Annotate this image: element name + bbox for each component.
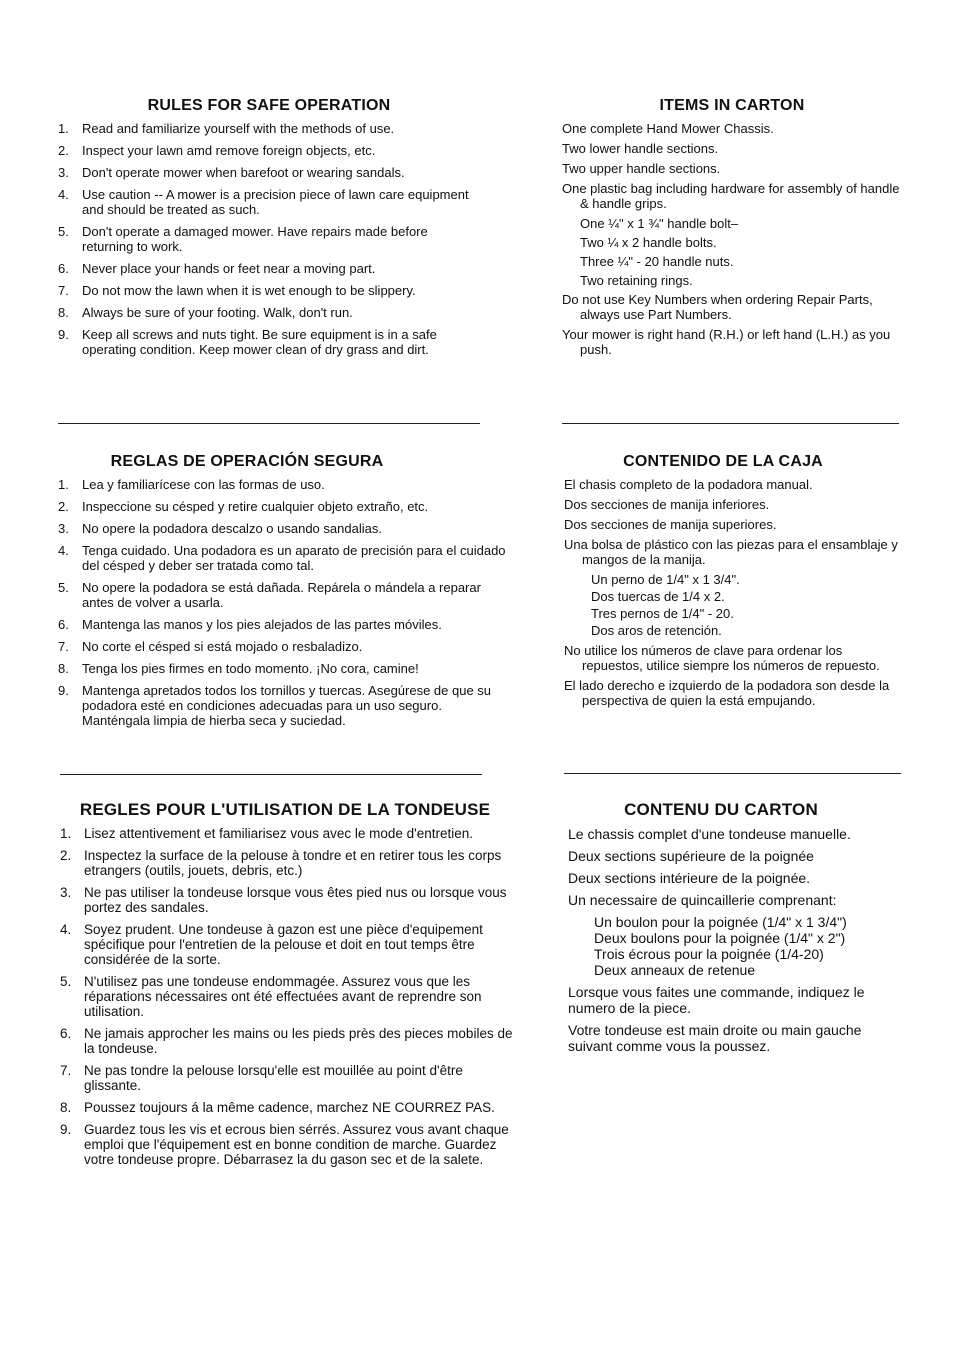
rule-text: Soyez prudent. Une tondeuse à gazon est une pièce d'equipement spécifique pour l'entretien de la pelouse et doit en tout temps être considérée de la sorte. [84, 922, 483, 967]
rule-number: 4. [58, 543, 69, 558]
rule-number: 1. [58, 477, 69, 492]
rule-number: 9. [58, 683, 69, 698]
divider-right-2 [564, 773, 901, 774]
rule-item [60, 1122, 520, 1167]
hardware-item: Dos aros de retención. [591, 623, 722, 638]
rule-item [60, 826, 520, 841]
hardware-item: Tres pernos de 1/4" - 20. [591, 606, 734, 621]
rule-text: Use caution -- A mower is a precision piece of lawn care equipment and should be treated as such. [82, 187, 469, 217]
rule-item [58, 261, 480, 276]
rule-item [58, 661, 508, 676]
rule-item [58, 305, 480, 320]
french-items-section [568, 800, 904, 1060]
rule-number: 4. [60, 922, 72, 937]
carton-item: Deux sections supérieure de la poignée [568, 848, 814, 864]
rule-number: 6. [58, 617, 69, 632]
rule-number: 2. [60, 848, 72, 863]
rule-item [60, 1100, 520, 1115]
carton-item: Deux sections intérieure de la poignée. [568, 870, 811, 886]
rule-number: 2. [58, 499, 69, 514]
hardware-item: One ¼" x 1 ¾" handle bolt– [580, 216, 739, 231]
spanish-items-list [564, 477, 904, 708]
rule-number: 9. [58, 327, 69, 342]
rule-item [58, 617, 508, 632]
rule-item [58, 283, 480, 298]
hardware-item: Three ¼" - 20 handle nuts. [580, 254, 734, 269]
rule-number: 5. [60, 974, 72, 989]
hardware-list [562, 216, 902, 288]
carton-item: Dos secciones de manija superiores. [564, 517, 777, 532]
rule-item [60, 1063, 520, 1093]
carton-item: One complete Hand Mower Chassis. [562, 121, 774, 136]
carton-item: Two upper handle sections. [562, 161, 721, 176]
french-rules-section [60, 800, 520, 1174]
rule-item [60, 1026, 520, 1056]
rule-text: Mantenga las manos y los pies alejados de las partes móviles. [82, 617, 442, 632]
rule-number: 3. [58, 521, 69, 536]
carton-note: Your mower is right hand (R.H.) or left hand (L.H.) as you push. [562, 327, 891, 357]
rule-text: Poussez toujours á la même cadence, marchez NE COURREZ PAS. [84, 1100, 495, 1115]
rule-text: Inspeccione su césped y retire cualquier objeto extraño, etc. [82, 499, 429, 514]
rule-text: Ne pas utiliser la tondeuse lorsque vous êtes pied nus ou lorsque vous portez des sandales. [84, 885, 507, 915]
rule-number: 3. [60, 885, 72, 900]
rule-item [58, 477, 508, 492]
rule-number: 1. [58, 121, 69, 136]
rule-text: Ne pas tondre la pelouse lorsqu'elle est mouillée au point d'être glissante. [84, 1063, 463, 1093]
rule-text: Don't operate mower when barefoot or wearing sandals. [82, 165, 405, 180]
rule-text: Ne jamais approcher les mains ou les pieds près des pieces mobiles de la tondeuse. [84, 1026, 513, 1056]
rule-number: 7. [58, 283, 69, 298]
rule-item [58, 639, 508, 654]
rule-text: No corte el césped si está mojado o resbaladizo. [82, 639, 363, 654]
rule-text: Inspectez la surface de la pelouse à tondre et en retirer tous les corps etrangers (outils, jouets, debris, etc.) [84, 848, 502, 878]
rule-text: Keep all screws and nuts tight. Be sure equipment is in a safe operating condition. Keep mower clean of dry grass and dirt. [82, 327, 437, 357]
english-rules-list [58, 121, 480, 357]
rule-item [58, 543, 508, 573]
rule-item [58, 683, 508, 728]
carton-note: No utilice los números de clave para ordenar los repuestos, utilice siempre los números de repuesto. [564, 643, 880, 673]
carton-item: Two lower handle sections. [562, 141, 719, 156]
rule-item [58, 580, 508, 610]
hardware-item: Two retaining rings. [580, 273, 693, 288]
rule-item [58, 224, 480, 254]
spanish-rules-heading: REGLAS DE OPERACIÓN SEGURA [110, 453, 384, 470]
rule-item [60, 922, 520, 967]
rule-number: 8. [58, 661, 69, 676]
rule-text: Mantenga apretados todos los tornillos y tuercas. Asegúrese de que su podadora esté en condiciones adecuadas para un uso seguro. Manténgala limpia de hierba seca y suciedad. [82, 683, 492, 728]
rule-item [58, 165, 480, 180]
rule-item [58, 499, 508, 514]
rule-number: 6. [58, 261, 69, 276]
rule-text: Lisez attentivement et familiarisez vous avec le mode d'entretien. [84, 826, 474, 841]
french-rules-heading: REGLES POUR L'UTILISATION DE LA TONDEUSE [79, 800, 491, 819]
rule-item [58, 521, 508, 536]
rule-item [60, 848, 520, 878]
rule-item [60, 885, 520, 915]
spanish-items-heading: CONTENIDO DE LA CAJA [623, 453, 823, 470]
rule-text: N'utilisez pas une tondeuse endommagée. Assurez vous que les réparations nécessaires ont été effectuées avant de reprendre son utilisation. [84, 974, 482, 1019]
carton-note: Do not use Key Numbers when ordering Repair Parts, always use Part Numbers. [562, 292, 873, 322]
french-items-list [568, 826, 904, 1054]
divider-right-1 [562, 423, 899, 424]
carton-item: Un necessaire de quincaillerie comprenant: [568, 892, 837, 908]
hardware-list [564, 572, 904, 638]
rule-text: Always be sure of your footing. Walk, don't run. [82, 305, 353, 320]
english-rules-section [58, 97, 480, 364]
rule-item [58, 143, 480, 158]
hardware-item: Un boulon pour la poignée (1/4" x 1 3/4") [594, 914, 847, 930]
rule-number: 8. [60, 1100, 72, 1115]
rule-item [58, 327, 480, 357]
carton-note: Votre tondeuse est main droite ou main gauche suivant comme vous la poussez. [568, 1022, 862, 1054]
divider-left-2 [60, 774, 482, 775]
rule-text: Do not mow the lawn when it is wet enough to be slippery. [82, 283, 416, 298]
rule-number: 7. [60, 1063, 72, 1078]
rule-number: 8. [58, 305, 69, 320]
carton-item: Dos secciones de manija inferiores. [564, 497, 770, 512]
rule-number: 5. [58, 224, 69, 239]
rule-item [58, 187, 480, 217]
rule-text: No opere la podadora se está dañada. Repárela o mándela a reparar antes de volver a usarla. [82, 580, 481, 610]
hardware-item: Deux anneaux de retenue [594, 962, 756, 978]
hardware-item: Trois écrous pour la poignée (1/4-20) [594, 946, 824, 962]
rule-number: 1. [60, 826, 72, 841]
hardware-item: Deux boulons pour la poignée (1/4" x 2") [594, 930, 846, 946]
rule-number: 7. [58, 639, 69, 654]
english-items-section [562, 97, 902, 362]
english-items-heading: ITEMS IN CARTON [659, 97, 805, 114]
carton-item: One plastic bag including hardware for assembly of handle & handle grips. [562, 181, 900, 211]
hardware-item: Dos tuercas de 1/4 x 2. [591, 589, 725, 604]
spanish-items-section [564, 453, 904, 713]
rule-number: 2. [58, 143, 69, 158]
rule-text: Guardez tous les vis et ecrous bien sérrés. Assurez vous avant chaque emploi que l'équipement est en bonne condition de marche. Guardez votre tondeuse propre. Débarrasez la du gason sec et de la salete. [84, 1122, 509, 1167]
spanish-rules-section [58, 453, 508, 735]
rule-item [58, 121, 480, 136]
rule-text: Tenga cuidado. Una podadora es un aparato de precisión para el cuidado del césped y deber ser tratada como tal. [82, 543, 506, 573]
rule-text: Read and familiarize yourself with the methods of use. [82, 121, 395, 136]
hardware-item: Two ¼ x 2 handle bolts. [580, 235, 717, 250]
rule-text: Tenga los pies firmes en todo momento. ¡No cora, camine! [82, 661, 419, 676]
carton-note: El lado derecho e izquierdo de la podadora son desde la perspectiva de quien la está empujando. [564, 678, 890, 708]
divider-left-1 [58, 423, 480, 424]
carton-note: Lorsque vous faites une commande, indiquez le numero de la piece. [568, 984, 865, 1016]
hardware-list [568, 914, 904, 978]
english-items-list [562, 121, 902, 357]
rule-number: 3. [58, 165, 69, 180]
rule-number: 9. [60, 1122, 72, 1137]
rule-number: 5. [58, 580, 69, 595]
rule-text: Never place your hands or feet near a moving part. [82, 261, 376, 276]
rule-text: No opere la podadora descalzo o usando sandalias. [82, 521, 382, 536]
french-items-heading: CONTENU DU CARTON [624, 800, 818, 819]
carton-item: Una bolsa de plástico con las piezas para el ensamblaje y mangos de la manija. [564, 537, 898, 567]
rule-item [60, 974, 520, 1019]
rule-text: Don't operate a damaged mower. Have repairs made before returning to work. [82, 224, 428, 254]
rule-text: Inspect your lawn amd remove foreign objects, etc. [82, 143, 376, 158]
rule-number: 4. [58, 187, 69, 202]
rule-number: 6. [60, 1026, 72, 1041]
hardware-item: Un perno de 1/4" x 1 3/4". [591, 572, 740, 587]
rule-text: Lea y familiarícese con las formas de uso. [82, 477, 325, 492]
carton-item: Le chassis complet d'une tondeuse manuelle. [568, 826, 851, 842]
carton-item: El chasis completo de la podadora manual. [564, 477, 813, 492]
spanish-rules-list [58, 477, 508, 728]
english-rules-heading: RULES FOR SAFE OPERATION [147, 97, 391, 114]
french-rules-list [60, 826, 520, 1167]
